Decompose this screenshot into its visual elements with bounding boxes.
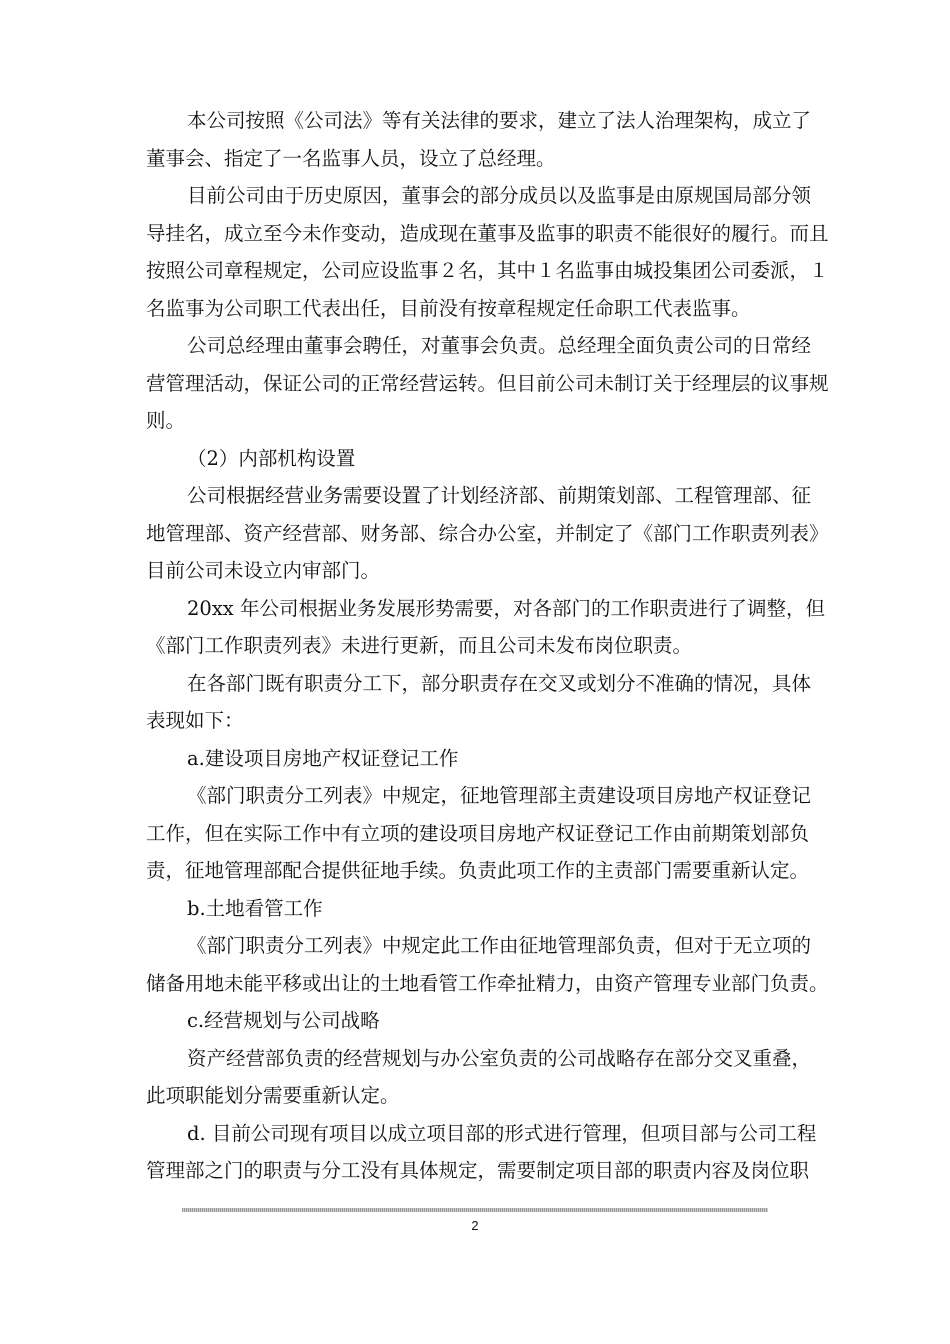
paragraph-line: 本公司按照《公司法》等有关法律的要求，建立了法人治理架构，成立了 (187, 109, 812, 132)
paragraph-line: 按照公司章程规定，公司应设监事２名，其中１名监事由城投集团公司委派，１ (146, 259, 829, 282)
paragraph-line: d. 目前公司现有项目以成立项目部的形式进行管理，但项目部与公司工程 (187, 1121, 817, 1145)
paragraph-line: 工作，但在实际工作中有立项的建设项目房地产权证登记工作由前期策划部负 (146, 821, 810, 845)
paragraph-line: 导挂名，成立至今未作变动，造成现在董事及监事的职责不能很好的履行。而且 (146, 221, 829, 245)
paragraph-line: b.土地看管工作 (187, 896, 323, 920)
paragraph (146, 1040, 812, 1115)
paragraph-line: 则。 (146, 409, 186, 432)
paragraph-line: a.建设项目房地产权证登记工作 (187, 746, 459, 770)
paragraph-line: 责，征地管理部配合提供征地手续。负责此项工作的主责部门需要重新认定。 (146, 859, 810, 882)
paragraph-line: 《部门职责分工列表》中规定此工作由征地管理部负责，但对于无立项的 (187, 934, 812, 957)
paragraph (146, 590, 826, 665)
paragraph-line: 地管理部、资产经营部、财务部、综合办公室，并制定了《部门工作职责列表》 (146, 521, 829, 545)
paragraph-line: 管理部之门的职责与分工没有具体规定，需要制定项目部的职责内容及岗位职 (146, 1159, 810, 1182)
paragraph-line: 目前公司由于历史原因，董事会的部分成员以及监事是由原规国局部分领 (187, 184, 812, 207)
paragraph-line: 《部门工作职责列表》未进行更新，而且公司未发布岗位职责。 (146, 634, 693, 657)
paragraph (146, 177, 829, 327)
paragraph (146, 102, 812, 177)
paragraph (146, 890, 812, 928)
paragraph (146, 777, 812, 890)
paragraph-line: 此项职能划分需要重新认定。 (146, 1084, 400, 1107)
paragraph-line: 储备用地未能平移或出让的土地看管工作牵扯精力，由资产管理专业部门负责。 (146, 971, 829, 995)
paragraph-line: 公司根据经营业务需要设置了计划经济部、前期策划部、工程管理部、征 (187, 484, 812, 507)
paragraph (146, 927, 829, 1002)
document-body (146, 102, 829, 1190)
paragraph-line: 资产经营部负责的经营规划与办公室负责的公司战略存在部分交叉重叠， (187, 1046, 812, 1070)
paragraph-line: 《部门职责分工列表》中规定，征地管理部主责建设项目房地产权证登记 (187, 784, 812, 807)
paragraph (146, 740, 812, 778)
paragraph-line: 目前公司未设立内审部门。 (146, 559, 381, 582)
paragraph-line: 表现如下： (146, 709, 244, 732)
paragraph (146, 440, 812, 478)
paragraph (146, 1002, 812, 1040)
paragraph-line: c.经营规划与公司战略 (187, 1009, 380, 1032)
paragraph-line: 名监事为公司职工代表出任，目前没有按章程规定任命职工代表监事。 (146, 296, 751, 320)
paragraph-line: 公司总经理由董事会聘任，对董事会负责。总经理全面负责公司的日常经 (187, 334, 812, 357)
paragraph-line: （2）内部机构设置 (187, 446, 356, 470)
paragraph-line: 营管理活动，保证公司的正常经营运转。但目前公司未制订关于经理层的议事规 (146, 371, 829, 395)
paragraph (146, 477, 829, 590)
paragraph-line: 20xx 年公司根据业务发展形势需要，对各部门的工作职责进行了调整，但 (187, 596, 826, 620)
paragraph-line: 在各部门既有职责分工下，部分职责存在交叉或划分不准确的情况，具体 (187, 671, 812, 695)
paragraph (146, 327, 829, 440)
paragraph (146, 665, 812, 740)
paragraph (146, 1115, 817, 1190)
footer-divider (182, 1208, 768, 1212)
page-number: 2 (471, 1218, 479, 1233)
paragraph-line: 董事会、指定了一名监事人员，设立了总经理。 (146, 146, 556, 170)
